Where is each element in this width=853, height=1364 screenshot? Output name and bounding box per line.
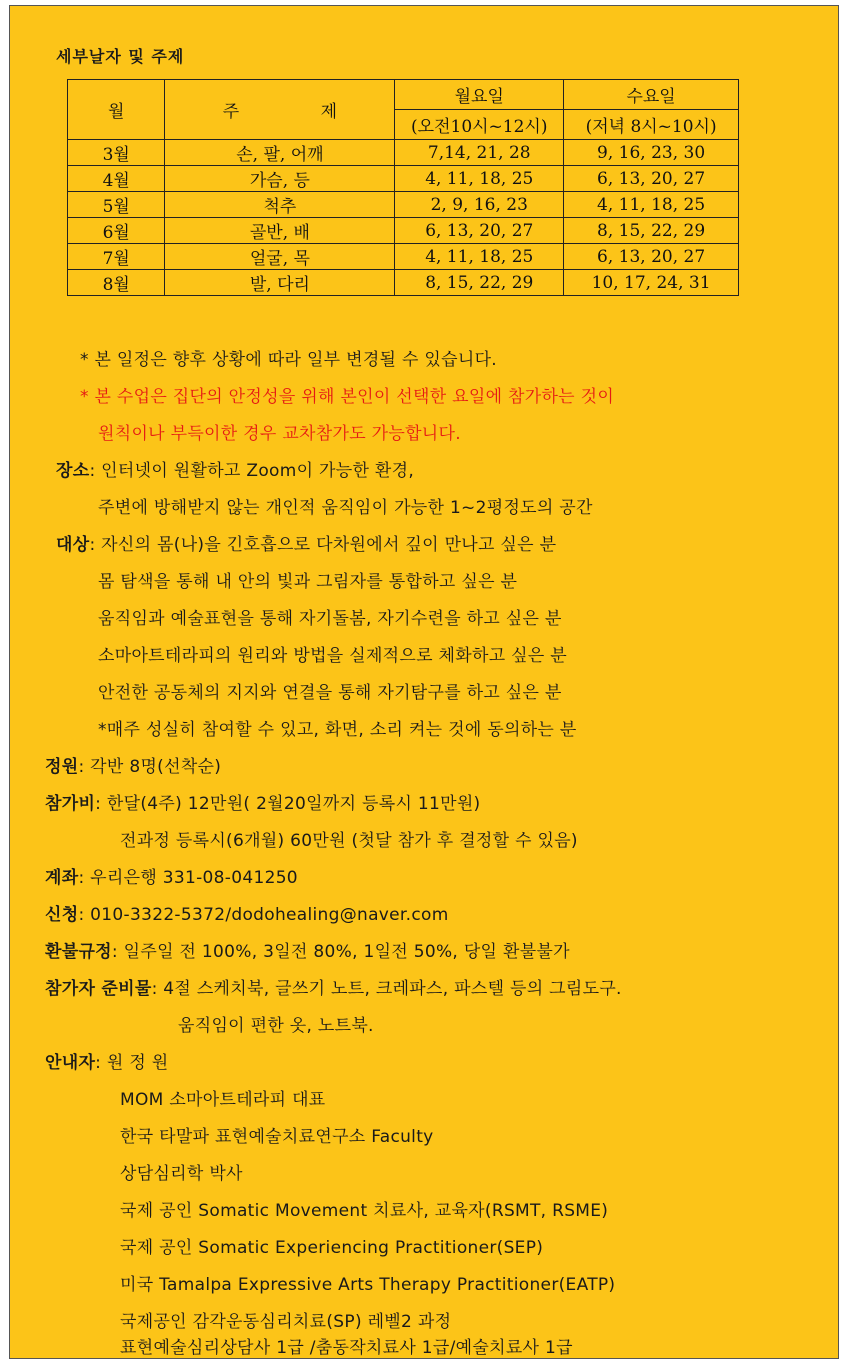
guide-credential: 국제 공인 Somatic Movement 치료사, 교육자(RSMT, RSME) [120, 1201, 609, 1221]
target-line: 움직임과 예술표현을 통해 자기돌봄, 자기수련을 하고 싶은 분 [98, 609, 562, 629]
supplies-line2: 움직임이 편한 옷, 노트북. [178, 1016, 374, 1036]
cell-monday: 6, 13, 20, 27 [395, 218, 564, 244]
target-line: 안전한 공동체의 지지와 연결을 통해 자기탐구를 하고 싶은 분 [98, 683, 562, 703]
cell-month: 6월 [68, 218, 165, 244]
cell-month: 5월 [68, 192, 165, 218]
refund-label: 환불규정 [45, 942, 112, 962]
guide-credential: MOM 소마아트테라피 대표 [120, 1090, 326, 1110]
fee-line2: 전과정 등록시(6개월) 60만원 (첫달 참가 후 결정할 수 있음) [120, 831, 578, 851]
cell-topic: 발, 다리 [165, 270, 395, 296]
header-topic: 주 제 [165, 80, 395, 140]
account-text: : 우리은행 331-08-041250 [78, 868, 298, 888]
cell-month: 8월 [68, 270, 165, 296]
target-text: : 자신의 몸(나)을 긴호흡으로 다차원에서 깊이 만나고 싶은 분 [89, 535, 557, 555]
place-text: : 인터넷이 원활하고 Zoom이 가능한 환경, [89, 461, 415, 481]
section-title: 세부날자 및 주제 [56, 47, 185, 66]
guide-line [45, 1048, 168, 1073]
target-line [56, 530, 556, 555]
capacity-line [45, 752, 221, 777]
apply-line [45, 900, 449, 925]
fee-line [45, 789, 480, 814]
table-row [68, 140, 739, 166]
header-monday: 월요일 [395, 80, 564, 110]
cell-monday: 8, 15, 22, 29 [395, 270, 564, 296]
cell-wednesday: 10, 17, 24, 31 [564, 270, 739, 296]
target-line: *매주 성실히 참여할 수 있고, 화면, 소리 켜는 것에 동의하는 분 [98, 720, 577, 740]
cell-topic: 손, 팔, 어깨 [165, 140, 395, 166]
supplies-label: 참가자 준비물 [45, 979, 152, 999]
supplies-line [45, 974, 622, 999]
target-line: 몸 탐색을 통해 내 안의 빛과 그림자를 통합하고 싶은 분 [98, 572, 518, 592]
place-line [56, 456, 414, 481]
cell-monday: 2, 9, 16, 23 [395, 192, 564, 218]
guide-name: : 원 정 원 [95, 1053, 169, 1073]
refund-line [45, 937, 570, 962]
table-row [68, 192, 739, 218]
place-line2: 주변에 방해받지 않는 개인적 움직임이 가능한 1~2평정도의 공간 [98, 498, 593, 518]
table-row [68, 244, 739, 270]
fee-label: 참가비 [45, 794, 96, 814]
cell-topic: 얼굴, 목 [165, 244, 395, 270]
table-header-row [68, 80, 739, 110]
attendance-note-line1: * 본 수업은 집단의 안정성을 위해 본인이 선택한 요일에 참가하는 것이 [80, 387, 615, 407]
capacity-label: 정원 [45, 757, 79, 777]
cell-monday: 7,14, 21, 28 [395, 140, 564, 166]
cell-wednesday: 8, 15, 22, 29 [564, 218, 739, 244]
cell-topic: 가슴, 등 [165, 166, 395, 192]
apply-text: : 010-3322-5372/dodohealing@naver.com [78, 905, 449, 925]
capacity-text: : 각반 8명(선착순) [78, 757, 222, 777]
header-wednesday-time: (저녁 8시~10시) [564, 110, 739, 140]
cell-month: 7월 [68, 244, 165, 270]
cell-month: 4월 [68, 166, 165, 192]
table-row [68, 218, 739, 244]
guide-credential: 국제 공인 Somatic Experiencing Practitioner(SEP) [120, 1238, 544, 1258]
table-row [68, 166, 739, 192]
account-line [45, 863, 298, 888]
guide-credential: 국제공인 감각운동심리치료(SP) 레벨2 과정 [120, 1312, 452, 1332]
place-label: 장소 [56, 461, 90, 481]
apply-label: 신청 [45, 905, 79, 925]
refund-text: : 일주일 전 100%, 3일전 80%, 1일전 50%, 당일 환불불가 [111, 942, 570, 962]
table-row [68, 270, 739, 296]
cell-monday: 4, 11, 18, 25 [395, 244, 564, 270]
cell-topic: 골반, 배 [165, 218, 395, 244]
header-wednesday: 수요일 [564, 80, 739, 110]
schedule-table [67, 79, 739, 296]
account-label: 계좌 [45, 868, 79, 888]
cell-month: 3월 [68, 140, 165, 166]
guide-label: 안내자 [45, 1053, 96, 1073]
cell-wednesday: 6, 13, 20, 27 [564, 244, 739, 270]
guide-credential: 상담심리학 박사 [120, 1164, 243, 1184]
cell-monday: 4, 11, 18, 25 [395, 166, 564, 192]
supplies-text: : 4절 스케치북, 글쓰기 노트, 크레파스, 파스텔 등의 그림도구. [151, 979, 622, 999]
guide-credential: 표현예술심리상담사 1급 /춤동작치료사 1급/예술치료사 1급 [120, 1338, 573, 1358]
attendance-note-line2: 원칙이나 부득이한 경우 교차참가도 가능합니다. [98, 424, 461, 444]
guide-credential: 한국 타말파 표현예술치료연구소 Faculty [120, 1127, 434, 1147]
guide-credential: 미국 Tamalpa Expressive Arts Therapy Practitioner(EATP) [120, 1275, 616, 1295]
header-month: 월 [68, 80, 165, 140]
target-line: 소마아트테라피의 원리와 방법을 실제적으로 체화하고 싶은 분 [98, 646, 567, 666]
schedule-change-note: * 본 일정은 향후 상황에 따라 일부 변경될 수 있습니다. [80, 350, 497, 370]
target-label: 대상 [56, 535, 90, 555]
cell-wednesday: 9, 16, 23, 30 [564, 140, 739, 166]
header-monday-time: (오전10시~12시) [395, 110, 564, 140]
cell-topic: 척추 [165, 192, 395, 218]
cell-wednesday: 6, 13, 20, 27 [564, 166, 739, 192]
fee-text: : 한달(4주) 12만원( 2월20일까지 등록시 11만원) [95, 794, 481, 814]
cell-wednesday: 4, 11, 18, 25 [564, 192, 739, 218]
